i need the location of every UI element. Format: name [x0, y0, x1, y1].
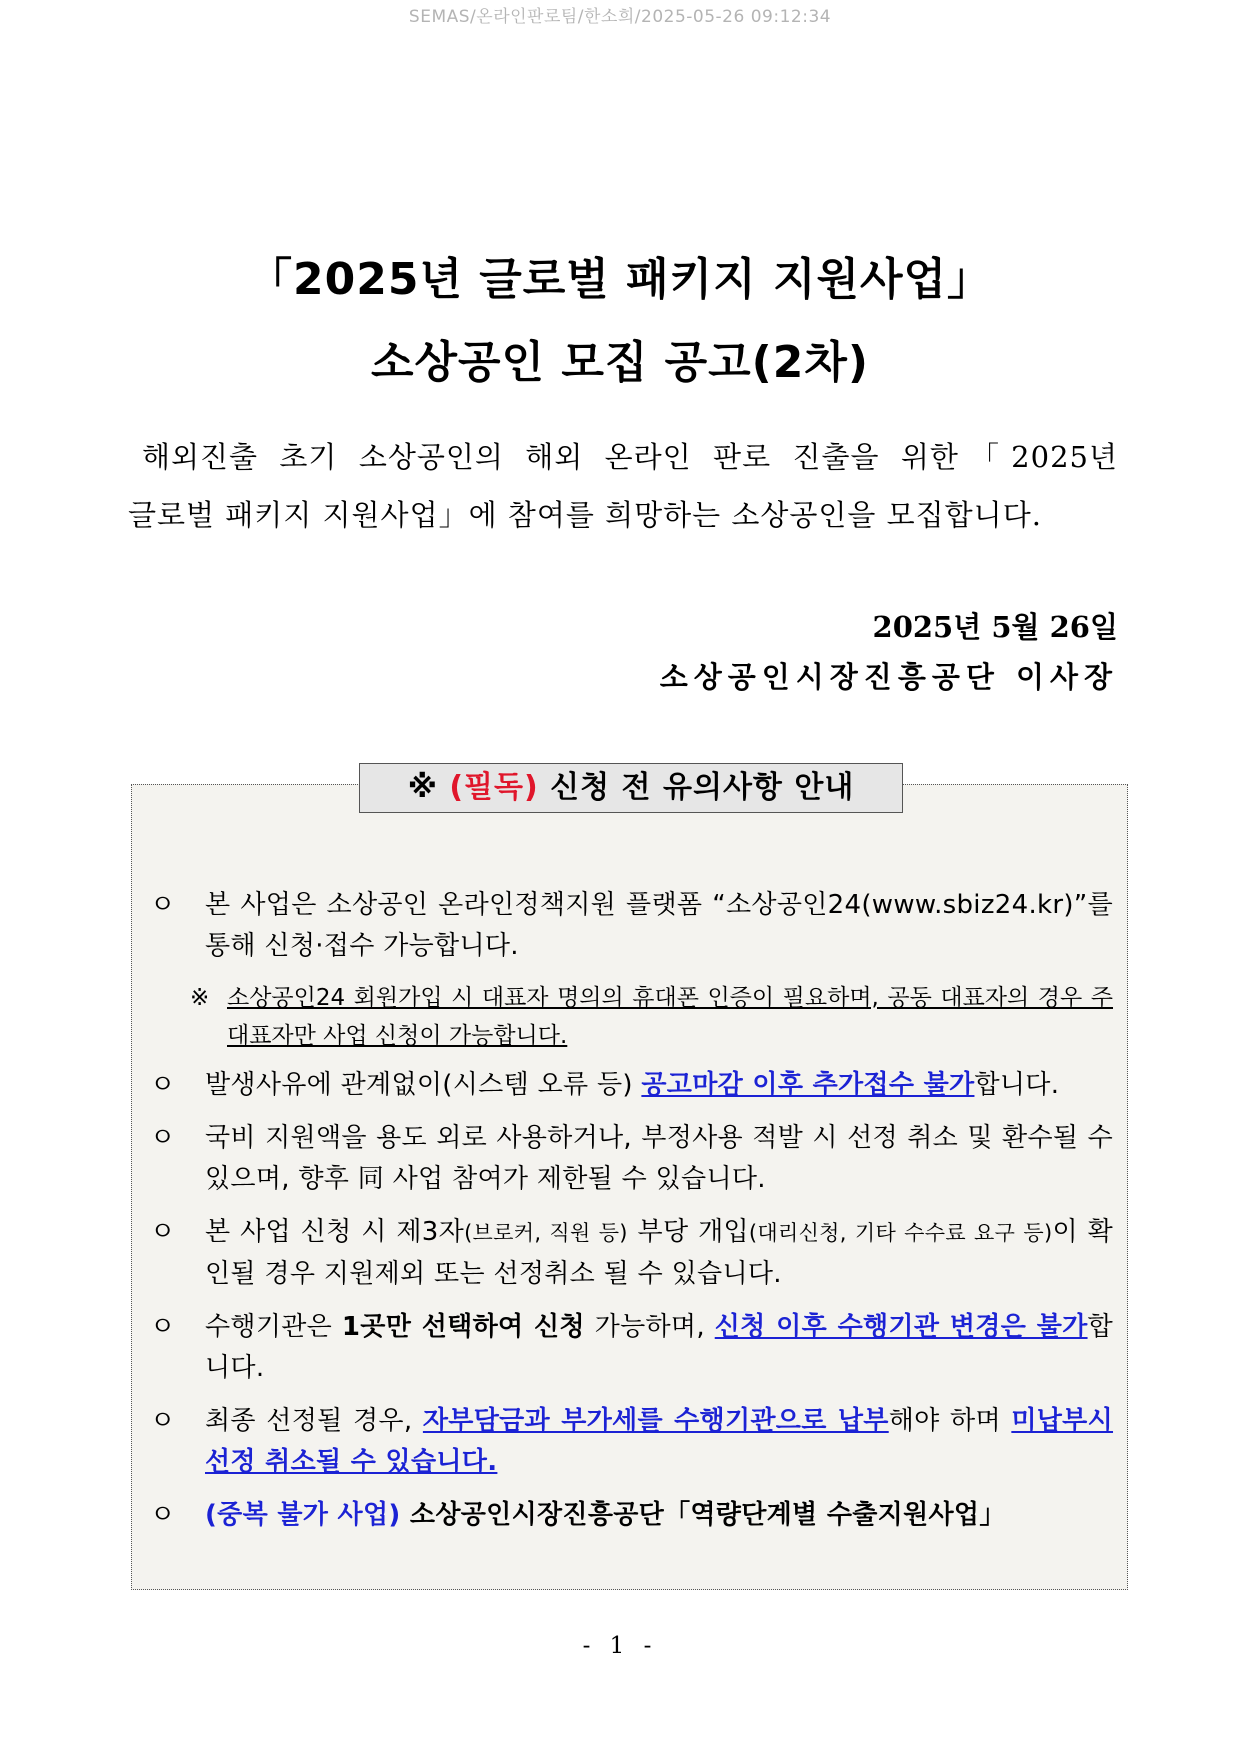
issuing-organization: 소상공인시장진흥공단 이사장: [659, 660, 1118, 694]
notice-item-third-party: [150, 1212, 1113, 1295]
notice-item-text: 부당 개입: [627, 1217, 749, 1247]
notice-emphasis: 공고마감 이후 추가접수 불가: [641, 1070, 975, 1100]
notice-header: [359, 763, 903, 813]
notice-item-text: 본 사업 신청 시 제3자: [205, 1217, 465, 1247]
notice-item-text: 해야 하며: [888, 1406, 1012, 1436]
notice-item-deadline: [150, 1065, 1113, 1106]
notice-item-platform: [150, 885, 1113, 967]
intro-line2: 글로벌 패키지 지원사업」에 참여를 희망하는 소상공인을 모집합니다.: [128, 498, 1042, 532]
intro-line1: 해외진출 초기 소상공인의 해외 온라인 판로 진출을 위한「2025년: [142, 440, 1118, 474]
notice-item-text: 합니다.: [974, 1070, 1060, 1100]
notice-bold-text: 1곳만 선택하여 신청: [341, 1312, 585, 1342]
notice-emphasis: 신청 이후 수행기관 변경은 불가: [714, 1312, 1088, 1342]
bullet-icon: ㅇ: [150, 1406, 176, 1436]
reference-mark: ※: [190, 985, 210, 1011]
notice-item-payment: [150, 1401, 1113, 1483]
intro-paragraph: [128, 428, 1118, 544]
notice-item-text: 수행기관은: [205, 1312, 342, 1342]
notice-header-text: 신청 전 유의사항 안내: [550, 770, 855, 805]
document-title-line1: 「2025년 글로벌 패키지 지원사업」: [248, 254, 992, 305]
notice-bold-text: 소상공인시장진흥공단「역량단계별 수출지원사업」: [400, 1500, 1006, 1530]
notice-item-duplicate: [150, 1495, 1113, 1536]
notice-item-misuse: [150, 1118, 1113, 1200]
notice-items: [150, 885, 1113, 1548]
notice-box: [131, 770, 1128, 1590]
notice-item-text: 이 확인될 경우 지원제외 또는 선정취소 될 수 있습니다.: [205, 1217, 1113, 1289]
notice-emphasis: 자부담금과 부가세를 수행기관으로 납부: [422, 1406, 889, 1436]
document-watermark: SEMAS/온라인판로팀/한소희/2025-05-26 09:12:34: [408, 7, 832, 27]
notice-item-text: 본 사업은 소상공인 온라인정책지원 플랫폼 “소상공인24(www.sbiz24.kr)”를 통해 신청·접수 가능합니다.: [205, 890, 1113, 961]
bullet-icon: ㅇ: [150, 1217, 176, 1247]
notice-item-agency: [150, 1307, 1113, 1389]
notice-item-text: 합니다.: [205, 1312, 1113, 1383]
notice-emphasis: (중복 불가 사업): [205, 1500, 401, 1530]
bullet-icon: ㅇ: [150, 1123, 176, 1153]
page-number: - 1 -: [582, 1633, 658, 1659]
reference-mark: ※: [407, 770, 438, 805]
announcement-date: 2025년 5월 26일: [872, 610, 1118, 644]
notice-emphasis: 미납부시 선정 취소될 수 있습니다.: [205, 1406, 1114, 1477]
document-title-line2: 소상공인 모집 공고(2차): [370, 337, 869, 388]
bullet-icon: ㅇ: [150, 890, 176, 920]
notice-subitem-text: 소상공인24 회원가입 시 대표자 명의의 휴대폰 인증이 필요하며, 공동 대표자의 경우 주 대표자만 사업 신청이 가능합니다.: [227, 985, 1113, 1049]
notice-item-note: (브로커, 직원 등): [464, 1221, 628, 1245]
required-reading-label: (필독): [449, 770, 539, 805]
bullet-icon: ㅇ: [150, 1312, 176, 1342]
bullet-icon: ㅇ: [150, 1070, 176, 1100]
bullet-icon: ㅇ: [150, 1500, 176, 1530]
notice-item-text: 가능하며,: [584, 1312, 715, 1342]
notice-item-text: 발생사유에 관계없이(시스템 오류 등): [205, 1070, 642, 1100]
notice-item-note: (대리신청, 기타 수수료 요구 등): [748, 1221, 1053, 1245]
notice-item-text: 국비 지원액을 용도 외로 사용하거나, 부정사용 적발 시 선정 취소 및 환수될 수 있으며, 향후 同 사업 참여가 제한될 수 있습니다.: [205, 1123, 1113, 1194]
notice-subitem-membership: [150, 979, 1113, 1055]
notice-item-text: 최종 선정될 경우,: [205, 1406, 423, 1436]
